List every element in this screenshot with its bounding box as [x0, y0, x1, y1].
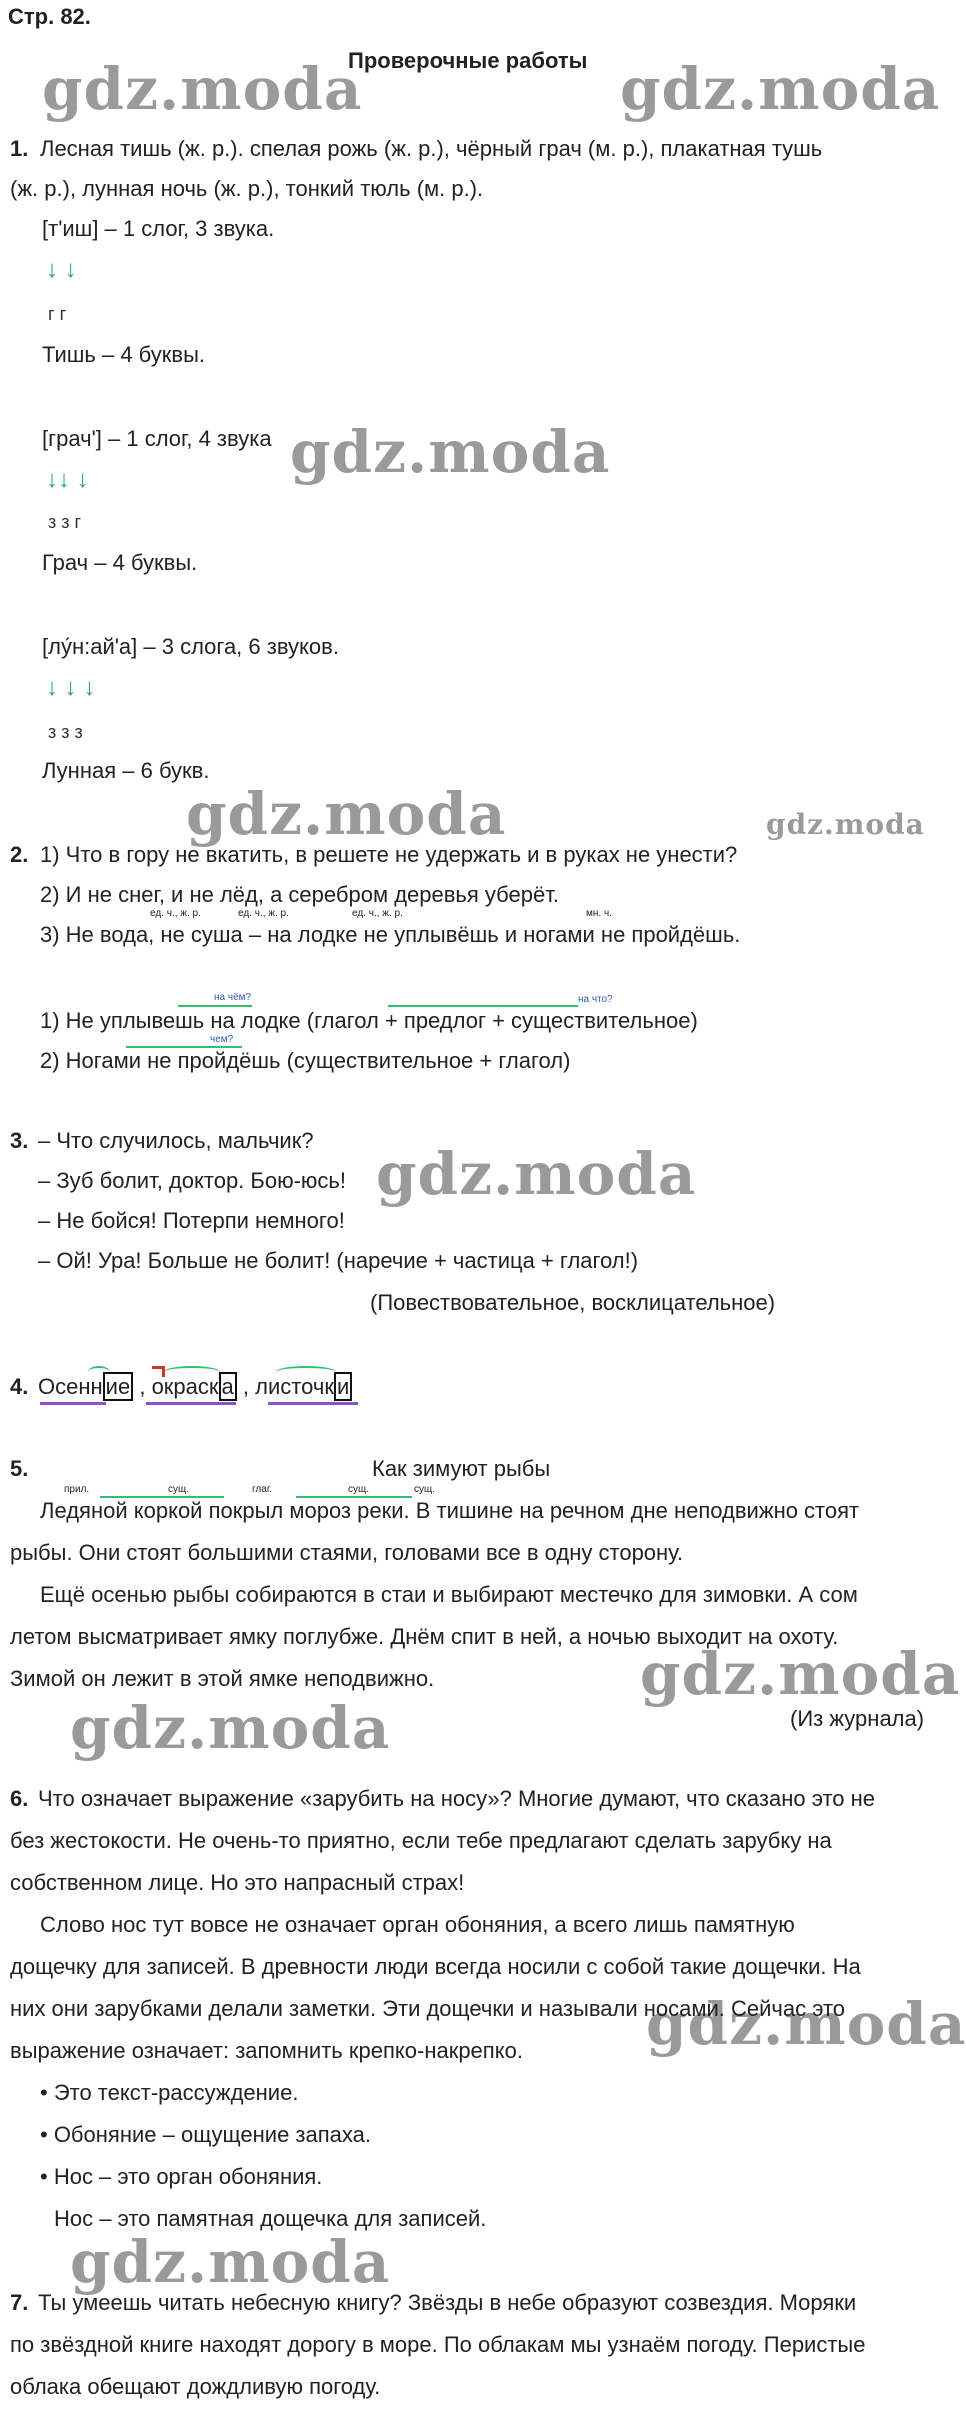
- watermark: gdz.moda: [186, 780, 507, 848]
- question-label: на чём?: [214, 992, 252, 1003]
- text-line: по звёздной книге находят дорогу в море. По облакам мы узнаём погоду. Перистые: [10, 2332, 866, 2357]
- dialogue-line: – Что случилось, мальчик?: [38, 1128, 314, 1153]
- down-arrow-icon: ↓↓ ↓: [46, 466, 89, 493]
- page-number: Стр. 82.: [8, 4, 91, 29]
- down-arrow-icon: ↓ ↓: [46, 256, 77, 283]
- question-label: чем?: [210, 1034, 234, 1045]
- task-number: 2.: [10, 842, 29, 867]
- text-line: Что означает выражение «зарубить на носу»? Многие думают, что сказано это не: [38, 1786, 876, 1811]
- riddle-line: 3) Не вода, не суша – на лодке не уплывёшь и ногами не пройдёшь.: [40, 922, 741, 947]
- text-line: Слово нос тут вовсе не означает орган обоняния, а всего лишь памятную: [40, 1912, 795, 1937]
- grammar-tag: ед. ч., ж. р.: [238, 908, 289, 919]
- question-label: на что?: [578, 994, 613, 1005]
- task-number: 6.: [10, 1786, 29, 1811]
- grammar-tag: прил.: [64, 1484, 90, 1495]
- phrase-analysis: 2) Ногами не пройдёшь (существительное + глагол): [40, 1048, 571, 1073]
- base-line: [146, 1402, 236, 1405]
- task-text: Лесная тишь (ж. р.). спелая рожь (ж. р.), чёрный грач (м. р.), плакатная тушь: [40, 136, 823, 161]
- text-line: рыбы. Они стоят большими стаями, головами все в одну сторону.: [10, 1540, 684, 1565]
- grammar-tag: сущ.: [414, 1484, 436, 1495]
- grammar-tag: ед. ч., ж. р.: [150, 908, 201, 919]
- text-line: Ещё осенью рыбы собираются в стаи и выбирают местечко для зимовки. А сом: [40, 1582, 858, 1607]
- task-number: 3.: [10, 1128, 29, 1153]
- task-number: 4.: [10, 1374, 29, 1399]
- word-ending: а: [219, 1372, 237, 1401]
- watermark: gdz.moda: [70, 2228, 391, 2296]
- transcription: [лу́н:ай'а] – 3 слога, 6 звуков.: [42, 634, 339, 659]
- sound-marks: г г: [48, 304, 67, 324]
- sentence-type: (Повествовательное, восклицательное): [370, 1290, 776, 1315]
- word-base: окраск: [151, 1374, 219, 1399]
- link-line: [388, 1005, 578, 1007]
- text-title: Как зимуют рыбы: [372, 1456, 551, 1481]
- link-line: [178, 1005, 252, 1007]
- word-base: Осенн: [38, 1374, 103, 1399]
- page-title: Проверочные работы: [348, 48, 588, 73]
- grammar-tag: ед. ч., ж. р.: [352, 908, 403, 919]
- suffix-mark: [152, 1366, 165, 1377]
- word-ending: и: [334, 1372, 352, 1401]
- letter-count: Лунная – 6 букв.: [42, 758, 210, 783]
- bullet-item: • Обоняние – ощущение запаха.: [40, 2122, 371, 2147]
- text-line: Ледяной коркой покрыл мороз реки. В тишине на речном дне неподвижно стоят: [40, 1498, 860, 1523]
- down-arrow-icon: ↓ ↓ ↓: [46, 674, 96, 701]
- text-line: без жестокости. Не очень-то приятно, если тебе предлагают сделать зарубку на: [10, 1828, 832, 1853]
- transcription: [грач'] – 1 слог, 4 звука: [42, 426, 272, 451]
- base-line: [268, 1402, 358, 1405]
- watermark: gdz.moda: [640, 1640, 961, 1708]
- riddle-line: 1) Что в гору не вкатить, в решете не удержать и в руках не унести?: [40, 842, 738, 867]
- grammar-tag: мн. ч.: [586, 908, 612, 919]
- watermark: gdz.moda: [766, 808, 925, 841]
- word-base: листочк: [255, 1374, 334, 1399]
- bullet-item: • Нос – это орган обоняния.: [40, 2164, 323, 2189]
- text-line: собственном лице. Но это напрасный страх!: [10, 1870, 465, 1895]
- sound-marks: з з г: [48, 512, 82, 532]
- task-text: (ж. р.), лунная ночь (ж. р.), тонкий тюль (м. р.).: [10, 176, 484, 201]
- bullet-item: Нос – это памятная дощечка для записей.: [54, 2206, 487, 2231]
- letter-count: Тишь – 4 буквы.: [42, 342, 206, 367]
- riddle-line: 2) И не снег, и не лёд, а серебром деревья уберёт.: [40, 882, 559, 907]
- root-arc: [276, 1366, 336, 1378]
- root-arc: [164, 1366, 220, 1378]
- letter-count: Грач – 4 буквы.: [42, 550, 198, 575]
- sound-marks: з з з: [48, 722, 83, 742]
- bullet-item: • Это текст-рассуждение.: [40, 2080, 299, 2105]
- watermark: gdz.moda: [376, 1140, 697, 1208]
- task-number: 1.: [10, 136, 29, 161]
- watermark: gdz.moda: [290, 418, 611, 486]
- text-line: выражение означает: запомнить крепко-накрепко.: [10, 2038, 523, 2063]
- root-arc: [88, 1366, 110, 1378]
- dialogue-line: – Ой! Ура! Больше не болит! (наречие + частица + глагол!): [38, 1248, 639, 1273]
- grammar-tag: глаг.: [252, 1484, 273, 1495]
- watermark: gdz.moda: [70, 1694, 391, 1762]
- text-line: них они зарубками делали заметки. Эти дощечки и называли носами. Сейчас это: [10, 1996, 846, 2021]
- phrase-analysis: 1) Не уплывешь на лодке (глагол + предлог + существительное): [40, 1008, 698, 1033]
- task-number: 7.: [10, 2290, 29, 2315]
- watermark: gdz.moda: [42, 55, 363, 123]
- word-analysis: Осенн ие , окраск а , листочк и: [38, 1374, 352, 1400]
- watermark: gdz.moda: [620, 55, 941, 123]
- grammar-tag: сущ.: [168, 1484, 190, 1495]
- grammar-tag: сущ.: [348, 1484, 370, 1495]
- word-ending: ие: [103, 1372, 134, 1401]
- text-line: облака обещают дождливую погоду.: [10, 2374, 381, 2399]
- text-line: дощечку для записей. В древности люди всегда носили с собой такие дощечки. На: [10, 1954, 861, 1979]
- base-line: [40, 1402, 106, 1405]
- text-source: (Из журнала): [790, 1706, 925, 1731]
- text-line: летом высматривает ямку поглубже. Днём спит в ней, а ночью выходит на охоту.: [10, 1624, 839, 1649]
- dialogue-line: – Не бойся! Потерпи немного!: [38, 1208, 345, 1233]
- watermark: gdz.moda: [646, 1990, 966, 2058]
- text-line: Ты умеешь читать небесную книгу? Звёзды в небе образуют созвездия. Моряки: [38, 2290, 857, 2315]
- dialogue-line: – Зуб болит, доктор. Бою-юсь!: [38, 1168, 346, 1193]
- text-line: Зимой он лежит в этой ямке неподвижно.: [10, 1666, 435, 1691]
- transcription: [т'иш] – 1 слог, 3 звука.: [42, 216, 275, 241]
- task-number: 5.: [10, 1456, 29, 1481]
